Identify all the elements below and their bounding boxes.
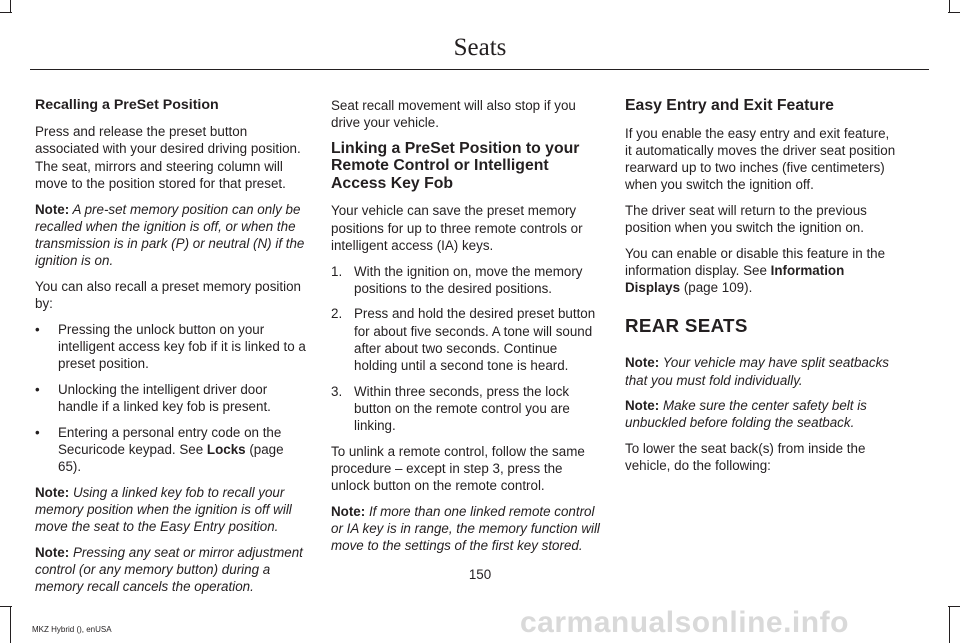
list-item-text: Entering a personal entry code on the Securicode keypad. See [58, 424, 282, 457]
crop-mark [0, 606, 12, 607]
watermark: carmanualsonline.info [520, 606, 849, 639]
page-ref: (page 65). [58, 441, 284, 475]
list-item-text: Press and hold the desired preset button for about five seconds. A tone will sound after about two seconds. Continue holding until a second tone is heard. [354, 306, 596, 374]
section-heading-rear-seats: REAR SEATS [625, 315, 748, 337]
list-item [331, 263, 603, 297]
column-right [625, 97, 897, 483]
note [625, 397, 897, 431]
paragraph-text: You can enable or disable this feature in the information display. See [625, 245, 886, 278]
note [35, 201, 307, 270]
list-item-text: With the ignition on, move the memory positions to the desired positions. [354, 263, 583, 296]
header-divider [30, 69, 929, 70]
note-text: Pressing any seat or mirror adjustment control (or any memory button) during a memory recall cancels the operation. [35, 544, 303, 595]
note-text: Using a linked key fob to recall your memory position when the ignition is off will move the seat to the Easy Entry position. [35, 484, 292, 535]
step-number: 3. [331, 383, 343, 399]
note [35, 484, 307, 536]
heading-easy-entry: Easy Entry and Exit Feature [625, 97, 834, 114]
note [331, 503, 603, 555]
bullet-icon: • [35, 321, 40, 337]
paragraph: If you enable the easy entry and exit feature, it automatically moves the driver seat position rearward up to two inches (five centimeters) when you switch the ignition off. [625, 125, 896, 193]
list-item-text: Pressing the unlock button on your intelligent access key fob if it is linked to a preset position. [58, 321, 306, 372]
paragraph: Seat recall movement will also stop if you drive your vehicle. [331, 98, 576, 131]
step-number: 2. [331, 306, 343, 322]
paragraph: You can also recall a preset memory position by: [35, 278, 301, 312]
note-text: Make sure the center safety belt is unbuckled before folding the seatback. [625, 398, 867, 431]
paragraph: Your vehicle can save the preset memory positions for up to three remote controls or intelligent access (IA) keys. [331, 203, 583, 253]
column-middle [331, 97, 603, 563]
list-item-text: Unlocking the intelligent driver door handle if a linked key fob is present. [58, 381, 271, 415]
note-text: If more than one linked remote control or IA key is in range, the memory function will move to the settings of the first key stored. [331, 503, 600, 554]
note-label: Note: [35, 484, 70, 500]
crop-mark [10, 606, 11, 643]
note-label: Note: [35, 544, 70, 560]
document-id: MKZ Hybrid (), enUSA [32, 625, 112, 634]
step-list [331, 263, 603, 435]
link-locks[interactable]: Locks [206, 441, 246, 457]
heading-recalling-preset: Recalling a PreSet Position [35, 97, 219, 113]
crop-mark [948, 606, 960, 607]
note-text: A pre-set memory position can only be recalled when the ignition is off, or when the transmission is in park (P) or neutral (N) if the ignition is on. [35, 201, 305, 269]
bullet-icon: • [35, 424, 40, 440]
list-item [35, 381, 307, 415]
paragraph: To lower the seat back(s) from inside the vehicle, do the following: [625, 441, 866, 474]
list-item [331, 383, 603, 435]
paragraph: To unlink a remote control, follow the same procedure – except in step 3, press the unlock button on the remote control. [331, 443, 585, 494]
crop-mark [949, 606, 950, 643]
bullet-icon: • [35, 381, 40, 397]
list-item [331, 305, 603, 374]
note-label: Note: [625, 398, 660, 414]
paragraph [625, 245, 897, 297]
column-left [35, 97, 307, 604]
paragraph: The driver seat will return to the previous position when you switch the ignition on. [625, 202, 867, 236]
step-number: 1. [331, 263, 343, 279]
list-item-text: Within three seconds, press the lock button on the remote control you are linking. [354, 383, 570, 434]
page-title: Seats [453, 34, 507, 61]
bullet-list [35, 321, 307, 476]
note-text: Your vehicle may have split seatbacks that you must fold individually. [625, 355, 889, 388]
page-ref: (page 109). [680, 280, 753, 296]
note-label: Note: [625, 355, 660, 371]
note-label: Note: [35, 201, 70, 217]
note-label: Note: [331, 503, 366, 519]
note [625, 354, 897, 388]
heading-linking-preset: Linking a PreSet Position to your Remote Control or Intelligent Access Key Fob [331, 139, 580, 192]
page-number: 150 [468, 567, 492, 582]
crop-mark [948, 12, 960, 13]
list-item [35, 321, 307, 373]
link-information-displays[interactable]: Information Displays [625, 262, 845, 296]
paragraph: Press and release the preset button associated with your desired driving position. The seat, mirrors and steering column will move to the position stored for that preset. [35, 124, 301, 191]
list-item [35, 424, 307, 476]
crop-mark [0, 12, 12, 13]
